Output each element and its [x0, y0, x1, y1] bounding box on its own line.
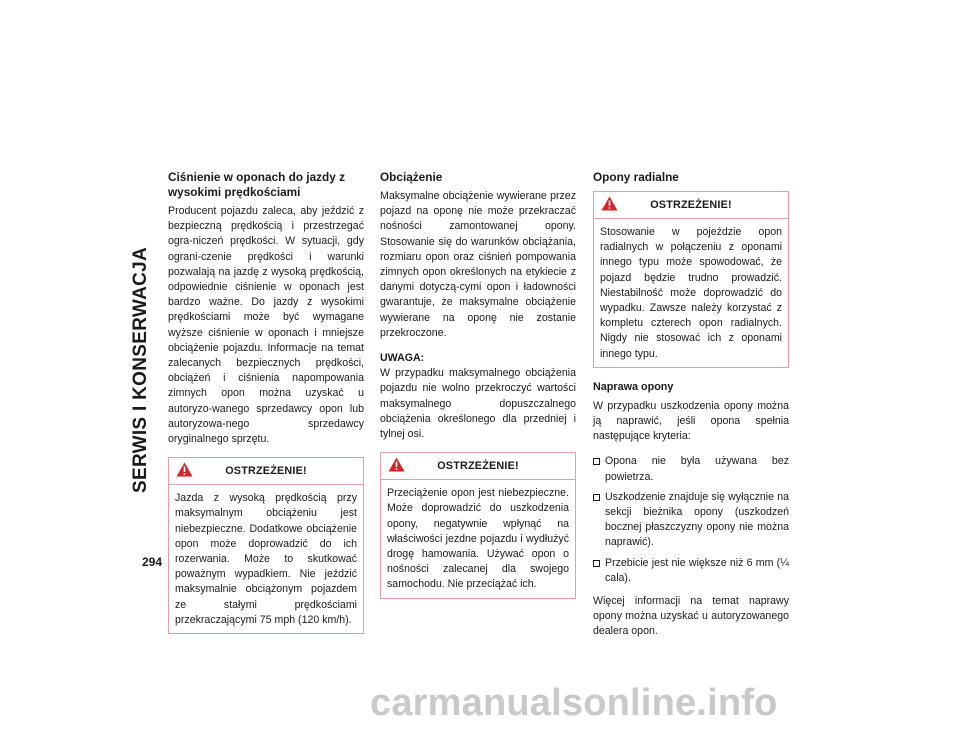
- warning-body: [169, 485, 363, 633]
- warning-triangle-icon: [176, 462, 193, 477]
- warning-text: Przeciążenie opon jest niebezpieczne. Może doprowadzić do uszkodzenia opony, negatywnie wpłynąć na właściwości jezdne pojazdu i wydłużyć drogę hamowania. Używać opon o nośności zalecanej dla swojego samochodu. Nie przeciążać ich.: [387, 487, 569, 591]
- warning-box: [380, 452, 576, 598]
- list-item: [593, 490, 789, 551]
- warning-text: Stosowanie w pojeździe opon radialnych w połączeniu z oponami innego typu może spowodować, że pojazd będzie trudno prowadzić. Niestabilność może doprowadzić do wypadku. Zawsze należy korzystać z kompletu czterech opon radialnych. Nigdy nie stosować ich z oponami innego typu.: [600, 226, 782, 360]
- list-item: [593, 556, 789, 586]
- column-3: [593, 170, 789, 650]
- section-side-title: [130, 170, 152, 570]
- checkbox-square-icon: [593, 494, 600, 501]
- note-title: UWAGA:: [380, 352, 425, 365]
- list-item: [593, 454, 789, 484]
- warning-header: [594, 192, 788, 219]
- warning-box: [593, 191, 789, 368]
- warning-title: OSTRZEŻENIE!: [650, 199, 732, 211]
- checkbox-square-icon: [593, 560, 600, 567]
- column-1: [168, 170, 364, 646]
- list-item-text: Uszkodzenie znajduje się wyłącznie na sekcji bieżnika opony (uszkodzeń bocznej płaszczyzny opony nie można naprawić).: [605, 490, 789, 549]
- warning-header: [169, 458, 363, 485]
- paragraph-load: Maksymalne obciążenie wywierane przez pojazd na oponę nie może przekraczać nośności zamontowanej opony. Stosowanie się do warunków obciążania, rozmiaru opon oraz ciśnień pompowania zimnych opon określonych na etykiecie z danymi dotyczą-cymi opon i ładowności gwarantuje, że maksymalne obciążenie wywierane na oponę nie zostanie przekroczone.: [380, 190, 576, 339]
- paragraph-repair-outro: Więcej informacji na temat naprawy opony można uzyskać u autoryzowanego dealera opon.: [593, 595, 789, 638]
- warning-body: [381, 480, 575, 597]
- warning-body: [594, 219, 788, 367]
- checkbox-square-icon: [593, 458, 600, 465]
- list-item-text: Przebicie jest nie większe niż 6 mm (¼ cala).: [605, 556, 789, 584]
- warning-box: [168, 457, 364, 634]
- watermark: carmanualsonline.info: [370, 682, 778, 724]
- warning-header: [381, 453, 575, 480]
- heading-tire-pressure-high-speed: Ciśnienie w oponach do jazdy z wysokimi prędkościami: [168, 170, 345, 199]
- paragraph-tire-pressure: Producent pojazdu zaleca, aby jeździć z bezpieczną prędkością i przestrzegać ogra-niczeń prędkości. W sytuacji, gdy ograni-czenie prędkości i warunki pozwalają na jazdę z wysoką prędkością, odpowiednie ciśnienie w oponach jest bardzo ważne. Do jazdy z wysokimi prędkościami może być wymagane wyższe ciśnienie w oponach i mniejsze obciążenie pojazdu. Informacje na temat zalecanych bezpiecznych prędkości, obciążeń i ciśnienia napompowania zimnych opon można uzyskać u autoryzo-wanego sprzedawcy opon lub autoryzowa-nego sprzedawcy oryginalnego sprzętu.: [168, 205, 364, 446]
- warning-text: Jazda z wysoką prędkością przy maksymalnym obciążeniu jest niebezpieczne. Dodatkowe obciążenie opon może doprowadzić do ich rozerwania. Może to skutkować poważnym wypadkiem. Nie jeździć maksymalnie obciążonym pojazdem ze stałymi prędkościami przekraczającymi 75 mph (120 km/h).: [175, 492, 357, 626]
- warning-title: OSTRZEŻENIE!: [437, 460, 519, 473]
- list-item-text: Opona nie była używana bez powietrza.: [605, 455, 789, 483]
- column-2: [380, 170, 576, 611]
- page-number: 294: [142, 555, 163, 569]
- warning-triangle-icon: [388, 457, 405, 472]
- paragraph-repair-intro: W przypadku uszkodzenia opony można ją naprawić, jeśli opona spełnia następujące kryteria:: [593, 399, 789, 443]
- warning-triangle-icon: [601, 196, 618, 211]
- heading-load: Obciążenie: [380, 170, 443, 184]
- section-side-title-text: SERWIS I KONSERWACJA: [130, 246, 151, 494]
- heading-radial-tires: Opony radialne: [593, 170, 679, 184]
- warning-title: OSTRZEŻENIE!: [225, 465, 307, 478]
- note-body: W przypadku maksymalnego obciążenia pojazdu nie wolno przekroczyć wartości maksymalnego dopuszczalnego obciążenia określonego dla przedniej i tylnej osi.: [380, 367, 576, 441]
- heading-tire-repair: Naprawa opony: [593, 380, 674, 393]
- repair-criteria-list: [593, 454, 789, 586]
